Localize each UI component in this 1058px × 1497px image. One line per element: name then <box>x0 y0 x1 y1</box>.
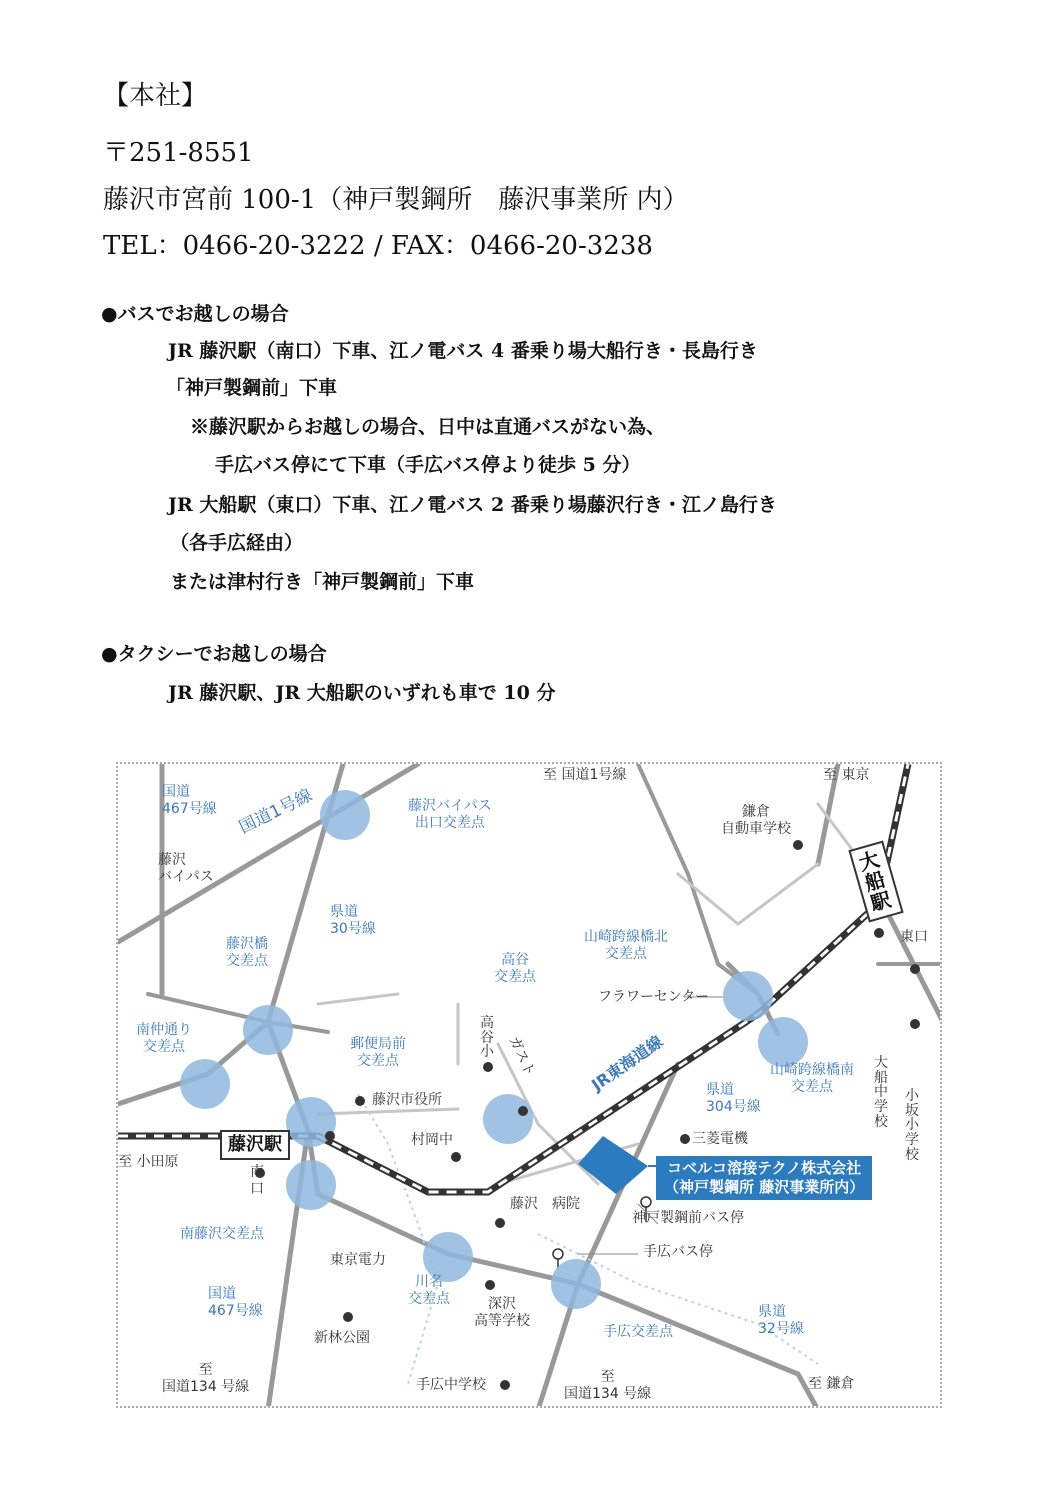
landmark-label: 藤沢市役所 <box>372 1092 442 1108</box>
landmark-dot <box>325 1131 335 1141</box>
intersection-marker <box>723 971 773 1021</box>
road-label: 至 小田原 <box>118 1154 179 1170</box>
intersection-marker <box>320 790 370 840</box>
landmark-label: 高谷小 <box>480 1015 494 1061</box>
landmark-dot <box>874 928 884 938</box>
bus-line: JR 大船駅（東口）下車、江ノ電バス 2 番乗り場藤沢行き・江ノ島行き <box>168 494 777 516</box>
landmark-dot <box>500 1380 510 1390</box>
road-label: 国道 467号線 <box>162 784 217 817</box>
landmark-label: 鎌倉 自動車学校 <box>721 804 791 837</box>
landmark-label: 村岡中 <box>411 1132 453 1148</box>
taxi-heading: ●タクシーでお越しの場合 <box>101 643 327 665</box>
bus-heading: ●バスでお越しの場合 <box>101 303 289 325</box>
landmark-dot <box>483 1062 493 1072</box>
landmark-dot <box>451 1152 461 1162</box>
intersection-label: 郵便局前 交差点 <box>350 1036 406 1069</box>
postal-code: 〒251-8551 <box>103 138 254 168</box>
landmark-label: ガスト <box>505 1034 538 1079</box>
intersection-marker <box>286 1160 336 1210</box>
company-callout <box>656 1156 872 1200</box>
landmark-label: 東京電力 <box>330 1252 386 1268</box>
company-sub: （神戸製鋼所 藤沢事業所内） <box>664 1177 865 1196</box>
bus-note: ※藤沢駅からお越しの場合、日中は直通バスがない為、 <box>190 416 666 438</box>
landmark-dot <box>355 1096 365 1106</box>
road-label: 国道1号線 <box>236 785 316 838</box>
road-label: 藤沢 バイパス <box>158 852 214 885</box>
station-fujisawa: 藤沢駅 <box>220 1130 290 1160</box>
company-name: コベルコ溶接テクノ株式会社 <box>667 1159 862 1177</box>
landmark-dot <box>910 964 920 974</box>
landmark-label: 藤沢 病院 <box>510 1196 580 1212</box>
landmark-label: 南 口 <box>250 1164 264 1197</box>
road-label: 県道 304号線 <box>706 1082 761 1115</box>
bus-line: 「神戸製鋼前」下車 <box>166 377 338 399</box>
bus-line: または津村行き「神戸製鋼前」下車 <box>170 571 475 593</box>
landmark-dot <box>680 1134 690 1144</box>
bus-note: 手広バス停にて下車（手広バス停より徒歩 5 分） <box>215 454 641 476</box>
landmark-label: 三菱電機 <box>692 1131 748 1147</box>
landmark-label: フラワーセンター <box>598 989 710 1005</box>
intersection-label: 藤沢橋 交差点 <box>226 936 268 969</box>
intersection-label: 川名 交差点 <box>408 1274 450 1307</box>
road-label: 至 鎌倉 <box>808 1376 855 1392</box>
landmark-dot <box>793 840 803 850</box>
landmark-dot <box>518 1106 528 1116</box>
road-kamakura <box>678 864 818 924</box>
landmark-label: 新林公園 <box>314 1330 370 1346</box>
bus-stop-marker <box>641 1197 651 1207</box>
address: 藤沢市宮前 100-1（神戸製鋼所 藤沢事業所 内） <box>103 185 689 215</box>
intersection-marker <box>551 1259 601 1309</box>
intersection-marker <box>243 1005 293 1055</box>
road-label: 至 国道134 号線 <box>564 1369 652 1402</box>
landmark-label: 神戸製鋼前バス停 <box>632 1210 744 1226</box>
station-ofuna: 大船駅 <box>848 840 903 922</box>
landmark-dot <box>495 1218 505 1228</box>
intersection-label: 南藤沢交差点 <box>180 1226 264 1242</box>
intersection-label: 山崎跨線橋南 交差点 <box>770 1062 854 1095</box>
landmark-label: 深沢 高等学校 <box>474 1296 530 1329</box>
taxi-line: JR 藤沢駅、JR 大船駅のいずれも車で 10 分 <box>168 682 556 704</box>
intersection-label: 高谷 交差点 <box>494 952 536 985</box>
bus-line: JR 藤沢駅（南口）下車、江ノ電バス 4 番乗り場大船行き・長島行き <box>168 340 758 362</box>
road-label: 至 東京 <box>823 767 870 783</box>
road-cityhall <box>318 1109 458 1114</box>
access-map <box>116 762 942 1408</box>
rail-label: JR東海道線 <box>588 1031 667 1095</box>
road-label: 県道 30号線 <box>330 904 376 937</box>
road-label: 県道 32号線 <box>758 1304 804 1337</box>
landmark-label: 手広バス停 <box>643 1244 713 1260</box>
landmark-dot <box>910 1019 920 1029</box>
intersection-marker <box>483 1094 533 1144</box>
tel-fax: TEL：0466-20-3222 / FAX：0466-20-3238 <box>103 231 653 261</box>
road-label: 国道 467号線 <box>208 1286 263 1319</box>
landmark-dot <box>485 1280 495 1290</box>
intersection-label: 山崎跨線橋北 交差点 <box>584 929 668 962</box>
landmark-label: 東口 <box>900 929 928 945</box>
intersection-label: 藤沢バイパス 出口交差点 <box>408 798 492 831</box>
intersection-marker <box>180 1059 230 1109</box>
landmark-label: 小坂小学校 <box>905 1088 919 1163</box>
intersection-label: 手広交差点 <box>603 1324 673 1340</box>
bus-line: （各手広経由） <box>170 532 304 554</box>
intersection-label: 南仲通り 交差点 <box>136 1022 192 1055</box>
road-label: 至 国道1号線 <box>543 767 627 783</box>
road-r467 <box>268 764 343 1408</box>
road-misc <box>318 994 398 1004</box>
section-title: 【本社】 <box>103 81 208 111</box>
landmark-dot <box>343 1312 353 1322</box>
landmark-label: 手広中学校 <box>416 1377 486 1393</box>
intersection-marker <box>758 1017 808 1067</box>
bus-stop-marker <box>553 1249 563 1259</box>
landmark-label: 大船中学校 <box>874 1055 888 1130</box>
road-label: 至 国道134 号線 <box>162 1362 250 1395</box>
